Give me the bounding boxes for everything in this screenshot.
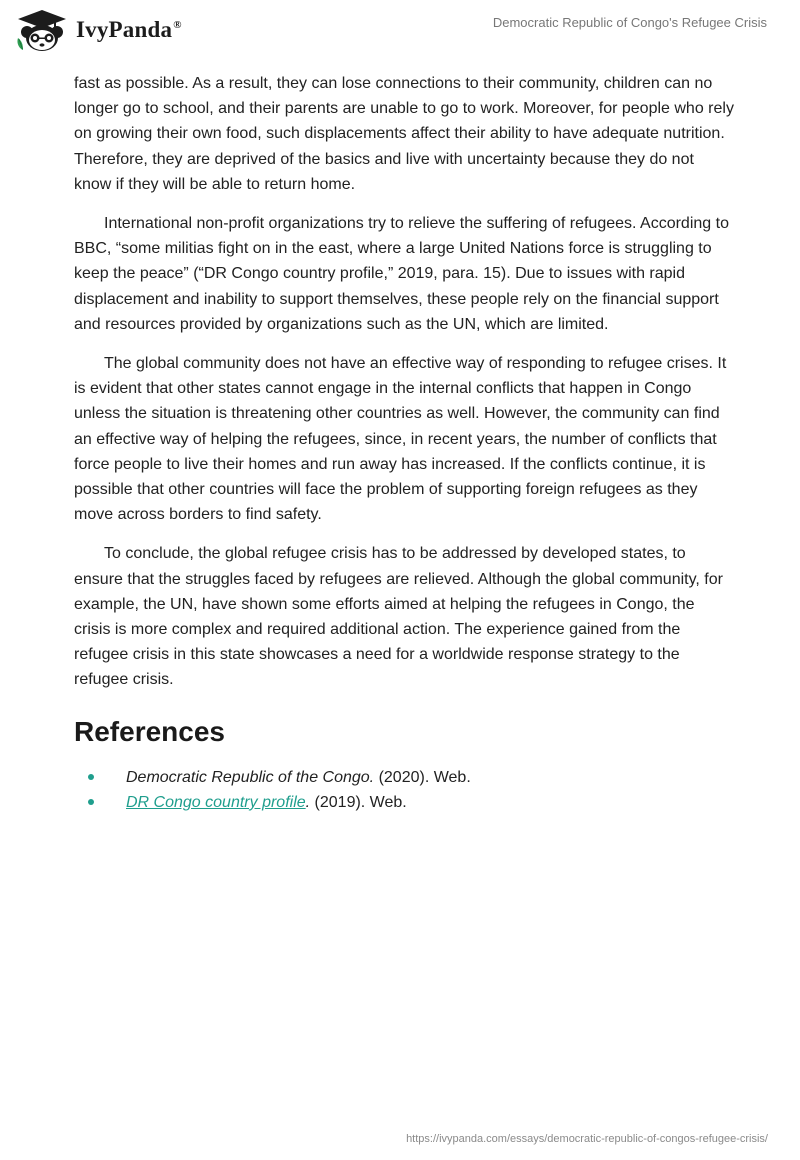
page-header [0, 0, 800, 70]
essay-body [74, 71, 734, 815]
bullet-icon [88, 799, 94, 805]
registered-mark: ® [173, 19, 182, 32]
reference-title-end: . [305, 793, 311, 811]
panda-graduate-icon [14, 8, 70, 52]
bullet-icon [88, 774, 94, 780]
reference-details: (2019). Web. [310, 793, 407, 811]
document-title: Democratic Republic of Congo's Refugee Crisis [492, 15, 767, 30]
footer-url[interactable]: https://ivypanda.com/essays/democratic-republic-of-congos-refugee-crisis/ [406, 1133, 768, 1145]
reference-link[interactable]: DR Congo country profile [126, 793, 306, 811]
paragraph-3: The global community does not have an effective way of responding to refugee crises. It is evident that other states cannot engage in the internal conflicts that happen in Congo unless the situation is threatening other countries as well. However, the community can find an effective way of helping the refugees, since, in recent years, the number of conflicts that force people to live their homes and run away has increased. If the conflicts continue, it is possible that other countries will face the problem of supporting foreign refugees as they move across borders to find safety. [74, 355, 727, 524]
reference-details: (2020). Web. [374, 768, 471, 786]
reference-item [86, 790, 734, 815]
brand-name: IvyPanda® [76, 17, 182, 42]
ivypanda-logo[interactable] [14, 8, 182, 52]
paragraph-1: fast as possible. As a result, they can lose connections to their community, children can no longer go to school, and their parents are unable to go to work. Moreover, for people who rely on growing their own food, such displacements affect their ability to have adequate nutrition. Therefore, they are deprived of the basics and live with uncertainty because they do not know if they will be able to return home. [74, 75, 734, 193]
reference-item [86, 765, 734, 790]
paragraph-2: International non-profit organizations try to relieve the suffering of refugees. According to BBC, “some militias fight on in the east, where a large United Nations force is struggling to keep the peace” (“DR Congo country profile,” 2019, para. 15). Due to issues with rapid displacement and inability to support themselves, these people rely on the financial support and resources provided by organizations such as the UN, which are limited. [74, 215, 729, 333]
paragraph-4: To conclude, the global refugee crisis has to be addressed by developed states, to ensure that the struggles faced by refugees are relieved. Although the global community, for example, the UN, have shown some efforts aimed at helping the refugees in Congo, the crisis is more complex and required additional action. The experience gained from the refugee crisis in this state showcases a need for a worldwide response strategy to the refugee crisis. [74, 545, 723, 689]
reference-list [74, 765, 734, 815]
reference-title: Democratic Republic of the Congo. [126, 768, 375, 786]
references-heading: References [74, 715, 225, 747]
